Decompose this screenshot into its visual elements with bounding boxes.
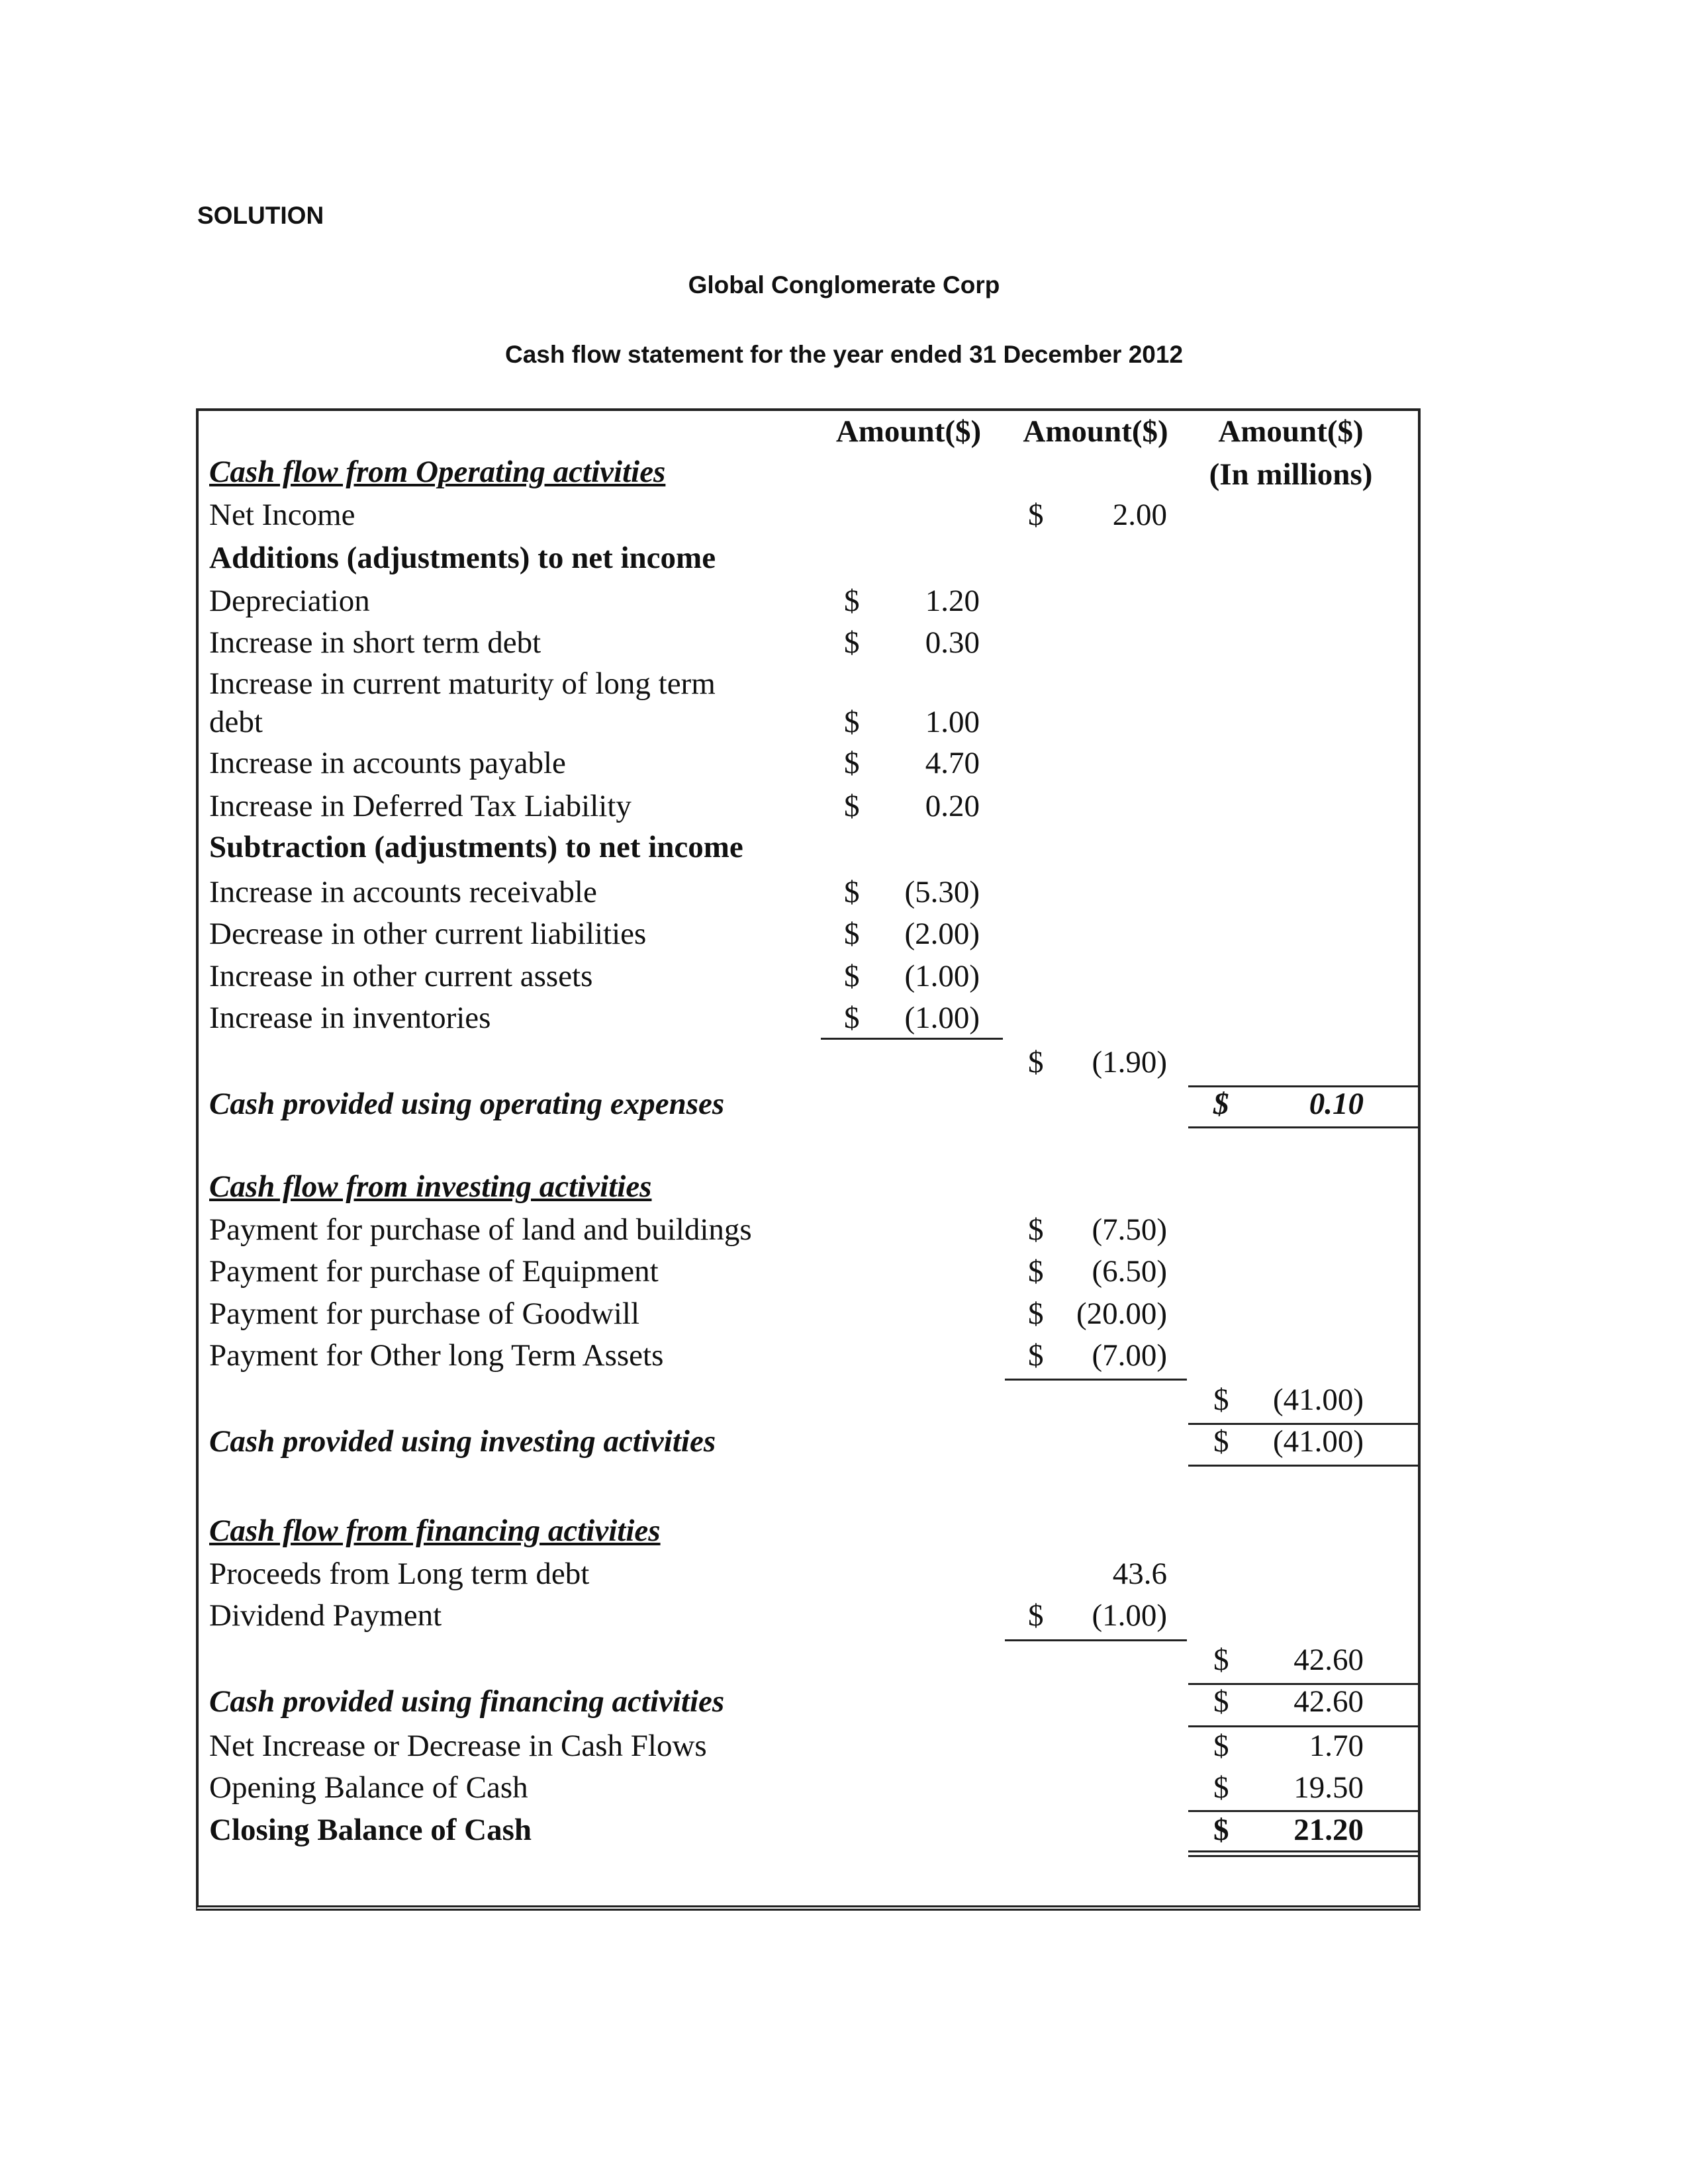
amount-value: (1.00) xyxy=(904,1001,980,1035)
currency-symbol: $ xyxy=(844,625,860,660)
currency-symbol: $ xyxy=(1213,1729,1229,1763)
column-header-amount-2: Amount($) xyxy=(1023,414,1168,449)
column-header-amount-3: Amount($) xyxy=(1218,414,1364,449)
amount-value: (41.00) xyxy=(1272,1383,1364,1417)
amount-value: 2.00 xyxy=(1112,498,1167,532)
row-label: Increase in Deferred Tax Liability xyxy=(209,789,632,823)
amount-value: 42.60 xyxy=(1293,1643,1364,1677)
row-label: Increase in short term debt xyxy=(209,625,541,660)
amount-cell-c3 xyxy=(1188,1385,1420,1422)
amount-cell-c2 xyxy=(1005,1214,1187,1251)
amount-cell-c3 xyxy=(1188,1645,1420,1682)
currency-symbol: $ xyxy=(844,584,860,618)
amount-cell-c1 xyxy=(821,748,993,785)
currency-symbol: $ xyxy=(844,746,860,780)
amount-value: 1.00 xyxy=(925,705,980,739)
amount-value: (2.00) xyxy=(904,917,980,951)
row-label: Net Income xyxy=(209,498,355,532)
amount-cell-c1 xyxy=(821,791,993,828)
amount-value: 4.70 xyxy=(925,746,980,780)
amount-value: 21.20 xyxy=(1293,1813,1364,1847)
amount-cell-c2 xyxy=(1005,1600,1187,1637)
double-rule-closing-balance xyxy=(1188,1850,1420,1857)
amount-value: (7.50) xyxy=(1092,1212,1167,1247)
amount-cell-c2 xyxy=(1005,1340,1187,1377)
amount-cell-c3 xyxy=(1188,1426,1420,1463)
currency-symbol: $ xyxy=(1213,1684,1229,1719)
amount-cell-c3 xyxy=(1188,1815,1420,1852)
row-label: Increase in accounts payable xyxy=(209,746,566,780)
amount-cell-c1 xyxy=(821,877,993,914)
amount-cell-c1 xyxy=(821,627,993,664)
rule-below-financing-total xyxy=(1188,1725,1420,1727)
currency-symbol: $ xyxy=(1213,1383,1229,1417)
currency-symbol: $ xyxy=(844,917,860,951)
amount-value: 0.20 xyxy=(925,789,980,823)
row-label: Increase in current maturity of long term xyxy=(209,666,716,701)
amount-value: (1.90) xyxy=(1092,1045,1167,1079)
subtotal-rule-investing xyxy=(1005,1379,1187,1381)
row-label: Subtraction (adjustments) to net income xyxy=(209,830,743,864)
row-label: Cash provided using financing activities xyxy=(209,1684,725,1719)
amount-cell-c3 xyxy=(1188,1686,1420,1723)
row-label: Depreciation xyxy=(209,584,370,618)
column-header-amount-1: Amount($) xyxy=(835,414,982,449)
rule-above-closing-balance xyxy=(1188,1810,1420,1812)
company-name: Global Conglomerate Corp xyxy=(688,271,1000,298)
row-label: Cash provided using investing activities xyxy=(209,1424,716,1459)
amount-value: (20.00) xyxy=(1076,1297,1167,1331)
row-label: debt xyxy=(209,705,263,739)
currency-symbol: $ xyxy=(1028,1598,1044,1633)
row-label: Payment for purchase of Equipment xyxy=(209,1254,659,1289)
amount-value: 0.10 xyxy=(1309,1087,1364,1121)
amount-cell-c2 xyxy=(1005,1559,1187,1596)
amount-value: 19.50 xyxy=(1293,1770,1364,1805)
row-label: Proceeds from Long term debt xyxy=(209,1557,590,1591)
amount-value: 42.60 xyxy=(1293,1684,1364,1719)
amount-cell-c3 xyxy=(1188,1089,1420,1126)
row-label: Payment for purchase of land and buildings xyxy=(209,1212,752,1247)
row-label: Cash flow from investing activities xyxy=(209,1169,652,1204)
subtotal-rule-operating-adjustments xyxy=(821,1038,1003,1040)
amount-cell-c2 xyxy=(1005,1298,1187,1336)
amount-value: (1.00) xyxy=(1092,1598,1167,1633)
row-label: Cash provided using operating expenses xyxy=(209,1087,725,1121)
amount-value: 43.6 xyxy=(1112,1557,1167,1591)
amount-cell-c2 xyxy=(1005,1256,1187,1293)
row-label: Net Increase or Decrease in Cash Flows xyxy=(209,1729,707,1763)
amount-value: (5.30) xyxy=(904,875,980,909)
rule-below-operating-total xyxy=(1188,1126,1420,1128)
amount-cell-c3 xyxy=(1188,1731,1420,1768)
row-label: Decrease in other current liabilities xyxy=(209,917,647,951)
amount-cell-c3 xyxy=(1188,1772,1420,1809)
amount-cell-c1 xyxy=(821,919,993,956)
currency-symbol: $ xyxy=(1213,1643,1229,1677)
amount-cell-c2 xyxy=(1005,500,1187,537)
amount-cell-c1 xyxy=(821,1003,993,1040)
currency-symbol: $ xyxy=(1028,1254,1044,1289)
currency-symbol: $ xyxy=(844,705,860,739)
currency-symbol: $ xyxy=(844,959,860,993)
solution-heading: SOLUTION xyxy=(197,202,324,229)
amount-cell-c1 xyxy=(821,586,993,623)
rule-below-investing-total xyxy=(1188,1465,1420,1467)
row-label: Dividend Payment xyxy=(209,1598,442,1633)
currency-symbol: $ xyxy=(1028,498,1044,532)
rule-above-operating-total xyxy=(1188,1085,1420,1087)
row-label: Payment for purchase of Goodwill xyxy=(209,1297,640,1331)
amount-value: (7.00) xyxy=(1092,1338,1167,1373)
currency-symbol: $ xyxy=(844,789,860,823)
amount-cell-c1 xyxy=(821,707,993,744)
row-label: Cash flow from financing activities xyxy=(209,1514,661,1548)
row-label: Opening Balance of Cash xyxy=(209,1770,528,1805)
currency-symbol: $ xyxy=(844,1001,860,1035)
currency-symbol: $ xyxy=(1213,1770,1229,1805)
row-label: Cash flow from Operating activities xyxy=(209,455,666,489)
amount-value: 0.30 xyxy=(925,625,980,660)
row-label: Increase in other current assets xyxy=(209,959,593,993)
amount-value: 1.20 xyxy=(925,584,980,618)
row-label: Additions (adjustments) to net income xyxy=(209,541,716,575)
amount-value: (41.00) xyxy=(1272,1424,1364,1459)
currency-symbol: $ xyxy=(1213,1813,1229,1847)
column-header-in-millions: (In millions) xyxy=(1209,457,1373,492)
rule-above-financing-total xyxy=(1188,1683,1420,1685)
currency-symbol: $ xyxy=(1028,1212,1044,1247)
currency-symbol: $ xyxy=(1028,1297,1044,1331)
row-label: Closing Balance of Cash xyxy=(209,1813,532,1847)
statement-title: Cash flow statement for the year ended 31 December 2012 xyxy=(504,341,1184,368)
row-label: Increase in accounts receivable xyxy=(209,875,597,909)
currency-symbol: $ xyxy=(844,875,860,909)
amount-cell-c1 xyxy=(821,961,993,998)
currency-symbol: $ xyxy=(1028,1045,1044,1079)
subtotal-rule-financing xyxy=(1005,1639,1187,1641)
amount-value: (1.00) xyxy=(904,959,980,993)
amount-value: 1.70 xyxy=(1309,1729,1364,1763)
rule-above-investing-total xyxy=(1188,1423,1420,1425)
currency-symbol: $ xyxy=(1213,1424,1229,1459)
row-label: Payment for Other long Term Assets xyxy=(209,1338,664,1373)
amount-value: (6.50) xyxy=(1092,1254,1167,1289)
amount-cell-c2 xyxy=(1005,1047,1187,1084)
row-label: Increase in inventories xyxy=(209,1001,491,1035)
currency-symbol: $ xyxy=(1213,1087,1229,1121)
currency-symbol: $ xyxy=(1028,1338,1044,1373)
